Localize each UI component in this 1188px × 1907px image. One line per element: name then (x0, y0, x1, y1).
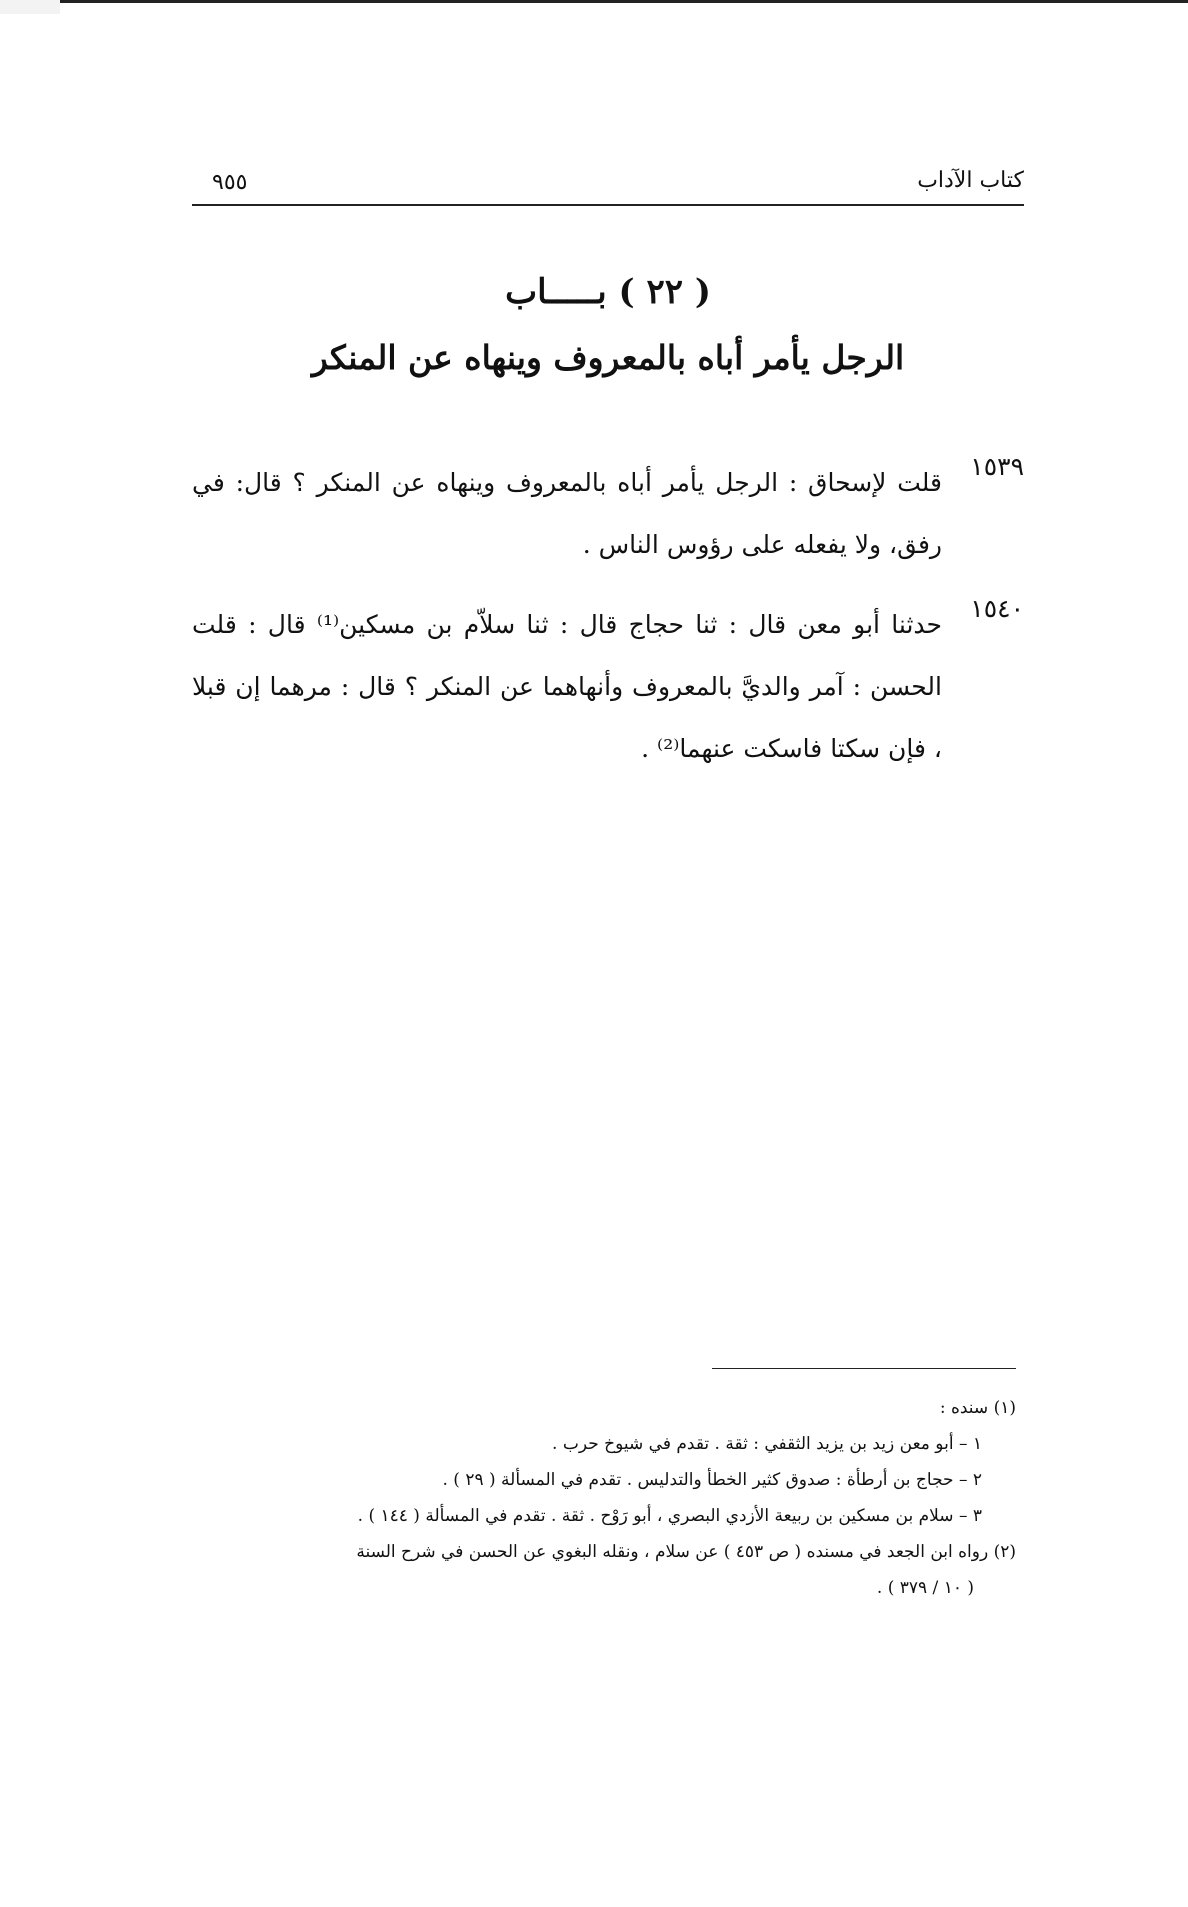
entry-number: ١٥٤٠ (970, 594, 1024, 623)
page-top-edge (0, 0, 1188, 3)
footnote-2-continued: ( ١٠ / ٣٧٩ ) . (876, 1578, 974, 1598)
footnote-1-heading: (١) سنده : (939, 1398, 1016, 1418)
scan-corner (0, 0, 60, 14)
footnote-rule (712, 1368, 1016, 1369)
entry-text: قلت لإسحاق : الرجل يأمر أباه بالمعروف وينهاه عن المنكر ؟ قال: في رفق، ولا يفعله على رؤوس الناس . (192, 468, 942, 559)
entry-1540 (192, 594, 1024, 780)
running-header (192, 168, 1024, 204)
footnote-1-item: ٣ – سلام بن مسكين بن ربيعة الأزدي البصري ، أبو رَوْح . ثقة . تقدم في المسألة ( ١٤٤ ) . (357, 1506, 982, 1526)
entry-number: ١٥٣٩ (970, 452, 1024, 481)
chapter-title: الرجل يأمر أباه بالمعروف وينهاه عن المنكر (311, 338, 905, 377)
entries-section (192, 452, 1024, 798)
footnote-1-item: ٢ – حجاج بن أرطأة : صدوق كثير الخطأ والتدليس . تقدم في المسألة ( ٢٩ ) . (442, 1470, 982, 1490)
footnotes (184, 1390, 1016, 1606)
chapter-heading: ( ٢٢ ) بـــــاب (505, 272, 711, 312)
entry-1539 (192, 452, 1024, 576)
page-number: ٩٥٥ (212, 170, 248, 195)
book-title: كتاب الآداب (917, 168, 1024, 193)
footnote-1-item: ١ – أبو معن زيد بن يزيد الثقفي : ثقة . تقدم في شيوخ حرب . (552, 1434, 982, 1454)
header-rule (192, 204, 1024, 206)
footnote-2: (٢) رواه ابن الجعد في مسنده ( ص ٤٥٣ ) عن سلام ، ونقله البغوي عن الحسن في شرح السنة (356, 1542, 1016, 1562)
entry-text: حدثنا أبو معن قال : ثنا حجاج قال : ثنا سلاّم بن مسكين⁽¹⁾ قال : قلت الحسن : آمر والديَّ بالمعروف وأنهاهما عن المنكر ؟ قال : مرهما إن قبلا ، فإن سكتا فاسكت عنهما⁽²⁾ . (192, 610, 942, 763)
